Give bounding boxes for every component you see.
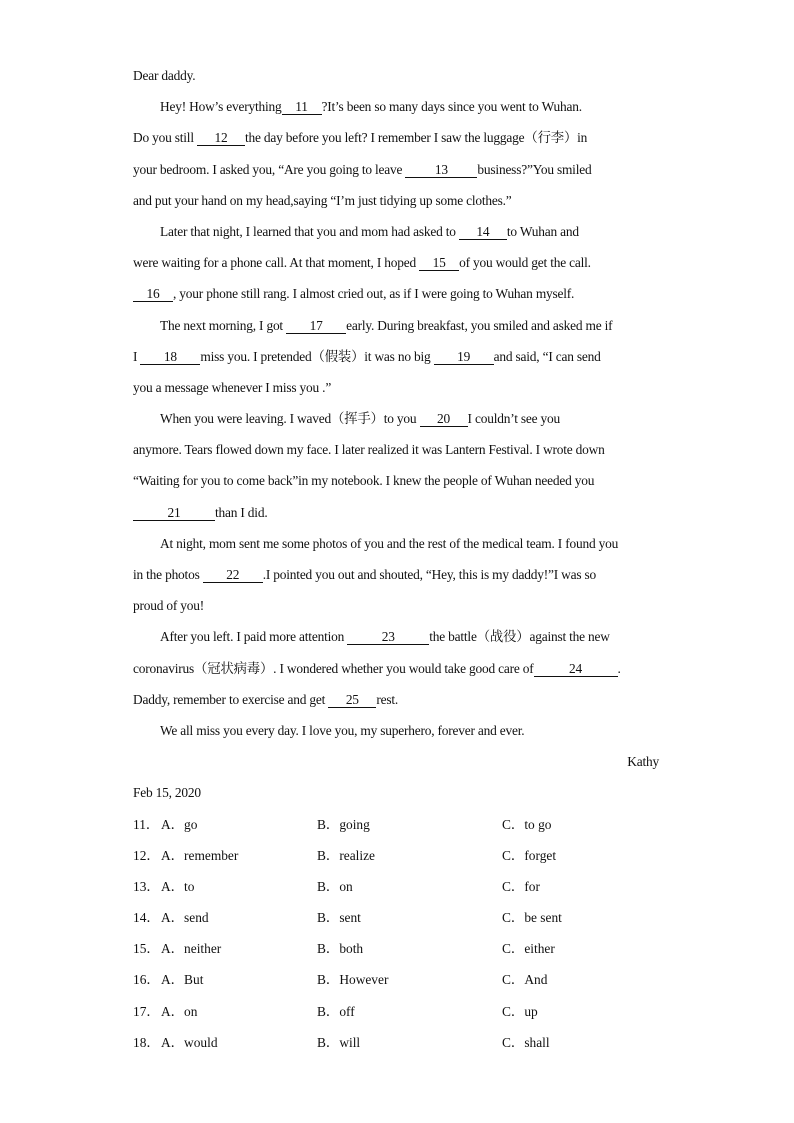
- question-number: 12．: [133, 847, 160, 863]
- question-number: 17．: [133, 1003, 160, 1019]
- text: your bedroom. I asked you, “Are you going to leave: [133, 161, 406, 177]
- option-a[interactable]: A．go: [161, 816, 198, 832]
- option-a[interactable]: A．on: [161, 1003, 198, 1019]
- text: , your phone still rang. I almost cried out, as if I were going to Wuhan myself.: [173, 286, 575, 302]
- option-b[interactable]: B．However: [317, 972, 389, 988]
- blank-15: 15: [419, 256, 459, 271]
- p4-line1: [133, 403, 659, 434]
- signature: Kathy: [627, 754, 659, 770]
- option-c[interactable]: C．for: [502, 878, 540, 894]
- question-row: [133, 964, 659, 995]
- option-c[interactable]: C．up: [502, 1003, 538, 1019]
- question-number: 15．: [133, 941, 160, 957]
- question-row: [133, 902, 659, 933]
- text: .: [617, 660, 621, 676]
- text: were waiting for a phone call. At that moment, I hoped: [133, 255, 420, 271]
- option-b[interactable]: B．realize: [317, 847, 375, 863]
- blank-25: 25: [328, 693, 376, 708]
- blank-18: 18: [140, 350, 200, 365]
- question-row: [133, 996, 659, 1027]
- blank-23: 23: [347, 630, 429, 645]
- question-row: [133, 871, 659, 902]
- text: I: [133, 348, 141, 364]
- blank-22: 22: [203, 568, 263, 583]
- blank-13: 13: [405, 163, 477, 178]
- question-row: [133, 809, 659, 840]
- text: I couldn’t see you: [467, 411, 561, 427]
- p2-line3: [133, 278, 659, 309]
- option-b[interactable]: B．will: [317, 1034, 361, 1050]
- option-a[interactable]: A．neither: [161, 941, 222, 957]
- option-b[interactable]: B．off: [317, 1003, 355, 1019]
- p5-line2: [133, 559, 659, 590]
- question-number: 18．: [133, 1034, 160, 1050]
- p2-line1: [133, 216, 659, 247]
- question-number: 13．: [133, 878, 160, 894]
- blank-17: 17: [286, 319, 346, 334]
- option-c[interactable]: C．forget: [502, 847, 557, 863]
- p3-line3: you a message whenever I miss you .”: [133, 379, 332, 395]
- p3-line1: [133, 310, 659, 341]
- p6-line2: [133, 653, 659, 684]
- question-row: [133, 933, 659, 964]
- option-b[interactable]: B．on: [317, 878, 353, 894]
- option-c[interactable]: C．either: [502, 941, 555, 957]
- blank-19: 19: [434, 350, 494, 365]
- blank-21: 21: [133, 506, 215, 521]
- p5-line1: At night, mom sent me some photos of you and the rest of the medical team. I found you: [160, 535, 619, 551]
- question-row: [133, 840, 659, 871]
- text: the battle（战役）against the new: [429, 629, 610, 645]
- text: ?It’s been so many days since you went to Wuhan.: [321, 99, 582, 115]
- p2-line2: [133, 247, 659, 278]
- text: and said, “I can send: [493, 348, 601, 364]
- question-number: 11．: [133, 816, 160, 832]
- question-options: [133, 809, 659, 1059]
- option-c[interactable]: C．be sent: [502, 910, 562, 926]
- option-b[interactable]: B．going: [317, 816, 370, 832]
- p1-line2: [133, 122, 659, 153]
- blank-12: 12: [197, 131, 245, 146]
- blank-16: 16: [133, 287, 173, 302]
- blank-14: 14: [459, 225, 507, 240]
- blank-24: 24: [534, 662, 618, 677]
- text: Daddy, remember to exercise and get: [133, 691, 329, 707]
- text: early. During breakfast, you smiled and asked me if: [346, 317, 613, 333]
- p6-line1: [133, 621, 659, 652]
- letter-date: Feb 15, 2020: [133, 785, 201, 801]
- question-number: 16．: [133, 972, 160, 988]
- text: than I did.: [215, 504, 268, 520]
- question-number: 14．: [133, 910, 160, 926]
- p1-line4: and put your hand on my head,saying “I’m just tidying up some clothes.”: [133, 192, 512, 208]
- text: Hey! How’s everything: [160, 99, 282, 115]
- p4-line4: [133, 497, 659, 528]
- p7-line1: We all miss you every day. I love you, my superhero, forever and ever.: [160, 722, 525, 738]
- text: After you left. I paid more attention: [160, 629, 348, 645]
- p5-line3: proud of you!: [133, 598, 205, 614]
- option-a[interactable]: A．would: [161, 1034, 218, 1050]
- worksheet-page: [133, 60, 659, 1058]
- p4-line3: “Waiting for you to come back”in my notebook. I knew the people of Wuhan needed you: [133, 473, 595, 489]
- text: Do you still: [133, 130, 197, 146]
- option-a[interactable]: A．send: [161, 910, 209, 926]
- p3-line2: [133, 341, 659, 372]
- letter-greeting: Dear daddy.: [133, 68, 196, 83]
- text: in the photos: [133, 567, 203, 582]
- option-c[interactable]: C．And: [502, 972, 548, 988]
- blank-11: 11: [282, 100, 322, 115]
- option-b[interactable]: B．sent: [317, 910, 361, 926]
- option-a[interactable]: A．But: [161, 972, 204, 988]
- option-a[interactable]: A．remember: [161, 847, 239, 863]
- option-c[interactable]: C．to go: [502, 816, 552, 832]
- p1-line3: [133, 154, 659, 185]
- option-c[interactable]: C．shall: [502, 1034, 550, 1050]
- blank-20: 20: [420, 412, 468, 427]
- text: miss you. I pretended（假装）it was no big: [200, 348, 434, 364]
- text: Later that night, I learned that you and mom had asked to: [160, 223, 459, 239]
- text: coronavirus（冠状病毒）. I wondered whether you would take good care of: [133, 660, 534, 676]
- p1-line1: [133, 91, 659, 122]
- text: rest.: [376, 691, 398, 707]
- text: to Wuhan and: [506, 223, 579, 239]
- text: .I pointed you out and shouted, “Hey, this is my daddy!”I was so: [262, 567, 597, 582]
- text: of you would get the call.: [459, 255, 591, 271]
- text: business?”You smiled: [477, 161, 592, 177]
- question-row: [133, 1027, 659, 1058]
- p6-line3: [133, 684, 659, 715]
- text: the day before you left? I remember I saw the luggage（行李）in: [245, 130, 588, 146]
- p4-line2: anymore. Tears flowed down my face. I later realized it was Lantern Festival. I wrote down: [133, 442, 605, 458]
- text: When you were leaving. I waved（挥手）to you: [160, 411, 420, 427]
- option-a[interactable]: A．to: [161, 878, 195, 894]
- text: The next morning, I got: [160, 317, 287, 333]
- option-b[interactable]: B．both: [317, 941, 364, 957]
